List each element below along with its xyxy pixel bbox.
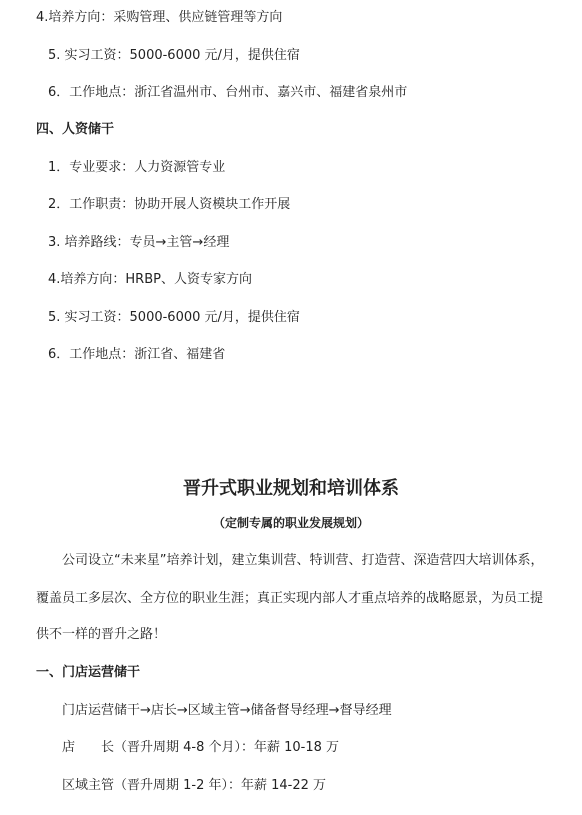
section3-item-6: 6．工作地点：浙江省温州市、台州市、嘉兴市、福建省泉州市 — [48, 85, 408, 100]
section4-item-2: 2．工作职责：协助开展人资模块工作开展 — [48, 197, 291, 212]
store-role-manager: 店 长（晋升周期 4-8 个月）：年薪 10-18 万 — [62, 740, 340, 755]
section4-item-1: 1．专业要求：人力资源管专业 — [48, 160, 226, 175]
career-title: 晋升式职业规划和培训体系 — [183, 478, 399, 499]
section4-item-5: 5. 实习工资：5000-6000 元/月，提供住宿 — [48, 310, 300, 325]
section4-item-4: 4.培养方向：HRBP、人资专家方向 — [48, 272, 252, 287]
career-paragraph-line-2: 覆盖员工多层次、全方位的职业生涯；真正实现内部人才重点培养的战略愿景，为员工提 — [36, 591, 544, 606]
store-section-heading: 一、门店运营储干 — [36, 665, 141, 680]
career-paragraph-line-1: 公司设立“未来星”培养计划，建立集训营、特训营、打造营、深造营四大培训体系， — [62, 553, 544, 568]
career-subtitle: （定制专属的职业发展规划） — [212, 516, 369, 530]
store-promotion-path: 门店运营储干→店长→区域主管→储备督导经理→督导经理 — [62, 703, 392, 718]
section4-heading: 四、人资储干 — [36, 122, 115, 137]
section3-item-4: 4.培养方向：采购管理、供应链管理等方向 — [36, 10, 283, 25]
section4-item-3: 3. 培养路线：专员→主管→经理 — [48, 235, 230, 250]
section3-item-5: 5. 实习工资：5000-6000 元/月，提供住宿 — [48, 48, 300, 63]
career-paragraph-line-3: 供不一样的晋升之路！ — [36, 627, 167, 642]
section4-item-6: 6．工作地点：浙江省、福建省 — [48, 347, 226, 362]
store-role-area-supervisor: 区域主管（晋升周期 1-2 年）：年薪 14-22 万 — [62, 778, 327, 793]
